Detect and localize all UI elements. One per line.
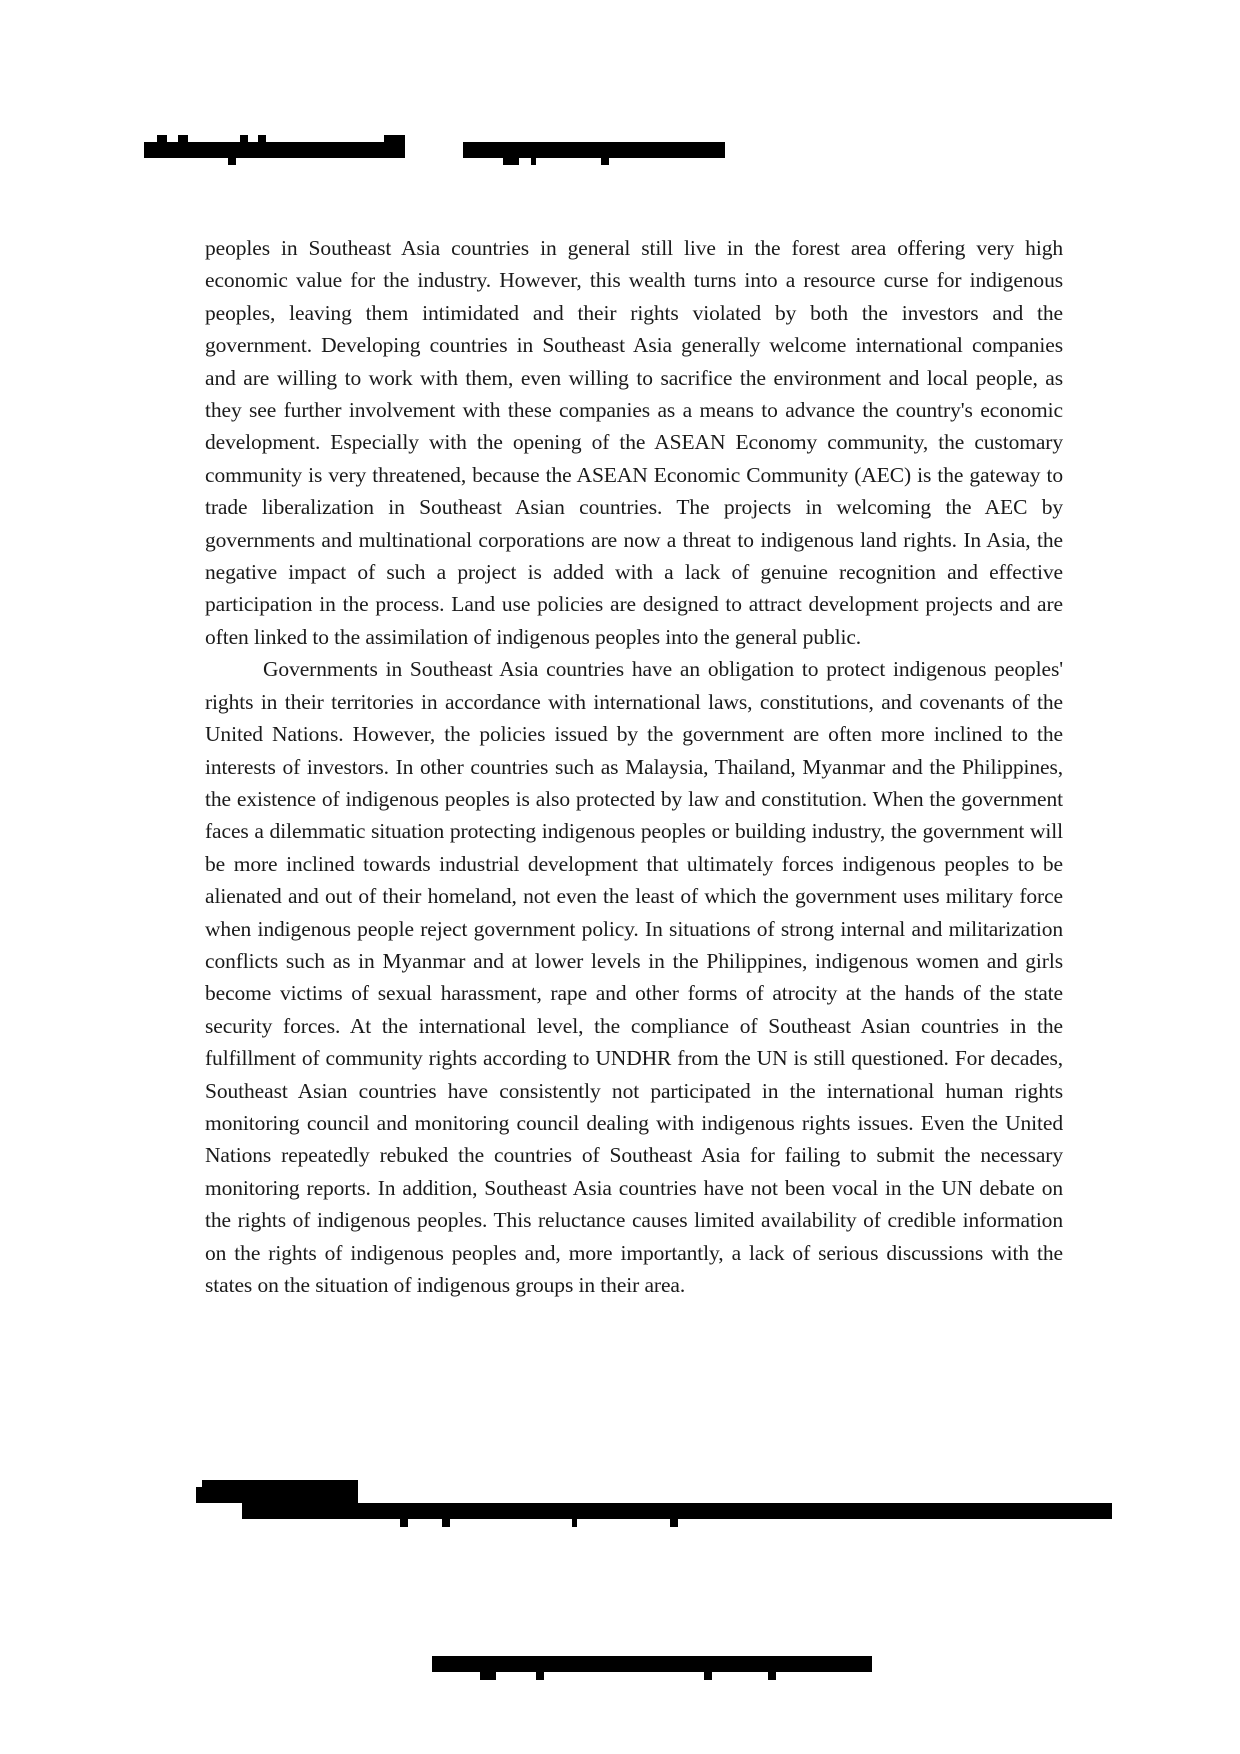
redact-fragment	[531, 157, 536, 165]
redact-fragment	[572, 1519, 577, 1527]
redact-fragment	[432, 1656, 872, 1672]
redact-fragment	[536, 1672, 544, 1680]
redact-fragment	[503, 157, 519, 165]
page-number-redacted	[384, 135, 405, 158]
redact-fragment	[242, 1503, 1112, 1519]
redact-fragment	[196, 1487, 358, 1503]
redact-fragment	[400, 1519, 408, 1527]
redact-fragment	[670, 1519, 678, 1527]
header-left-redacted	[144, 142, 402, 158]
redact-fragment	[601, 157, 609, 165]
document-body	[205, 232, 1063, 1301]
redact-fragment	[202, 1480, 358, 1488]
paragraph-continued: peoples in Southeast Asia countries in general still live in the forest area offering very high economic value for the industry. However, this wealth turns into a resource curse for indigenous peoples, leaving them intimidated and their rights violated by both the investors and the government. Developing countries in Southeast Asia generally welcome international companies and are willing to work with them, even willing to sacrifice the environment and local people, as they see further involvement with these companies as a means to advance the country's economic development. Especially with the opening of the ASEAN Economy community, the customary community is very threatened, because the ASEAN Economic Community (AEC) is the gateway to trade liberalization in Southeast Asian countries. The projects in welcoming the AEC by governments and multinational corporations are now a threat to indigenous land rights. In Asia, the negative impact of such a project is added with a lack of genuine recognition and effective participation in the process. Land use policies are designed to attract development projects and are often linked to the assimilation of indigenous peoples into the general public.	[205, 236, 1063, 649]
redact-fragment	[442, 1519, 450, 1527]
redact-fragment	[178, 135, 188, 143]
redact-fragment	[480, 1672, 496, 1680]
redact-fragment	[228, 157, 236, 165]
header-right-redacted	[463, 142, 725, 158]
redact-fragment	[240, 135, 248, 143]
redact-fragment	[258, 135, 266, 143]
redact-fragment	[768, 1672, 776, 1680]
redact-fragment	[157, 135, 167, 143]
redact-fragment	[704, 1672, 712, 1680]
paragraph: Governments in Southeast Asia countries have an obligation to protect indigenous peoples' rights in their territories in accordance with international laws, constitutions, and covenants of the United Nations. However, the policies issued by the government are often more inclined to the interests of investors. In other countries such as Malaysia, Thailand, Myanmar and the Philippines, the existence of indigenous peoples is also protected by law and constitution. When the government faces a dilemmatic situation protecting indigenous peoples or building industry, the government will be more inclined towards industrial development that ultimately forces indigenous peoples to be alienated and out of their homeland, not even the least of which the government uses military force when indigenous people reject government policy. In situations of strong internal and militarization conflicts such as in Myanmar and at lower levels in the Philippines, indigenous women and girls become victims of sexual harassment, rape and other forms of atrocity at the hands of the state security forces. At the international level, the compliance of Southeast Asian countries in the fulfillment of community rights according to UNDHR from the UN is still questioned. For decades, Southeast Asian countries have consistently not participated in the international human rights monitoring council and monitoring council dealing with indigenous rights issues. Even the United Nations repeatedly rebuked the countries of Southeast Asia for failing to submit the necessary monitoring reports. In addition, Southeast Asia countries have not been vocal in the UN debate on the rights of indigenous peoples. This reluctance causes limited availability of credible information on the rights of indigenous peoples and, more importantly, a lack of serious discussions with the states on the situation of indigenous groups in their area.	[205, 657, 1063, 1297]
